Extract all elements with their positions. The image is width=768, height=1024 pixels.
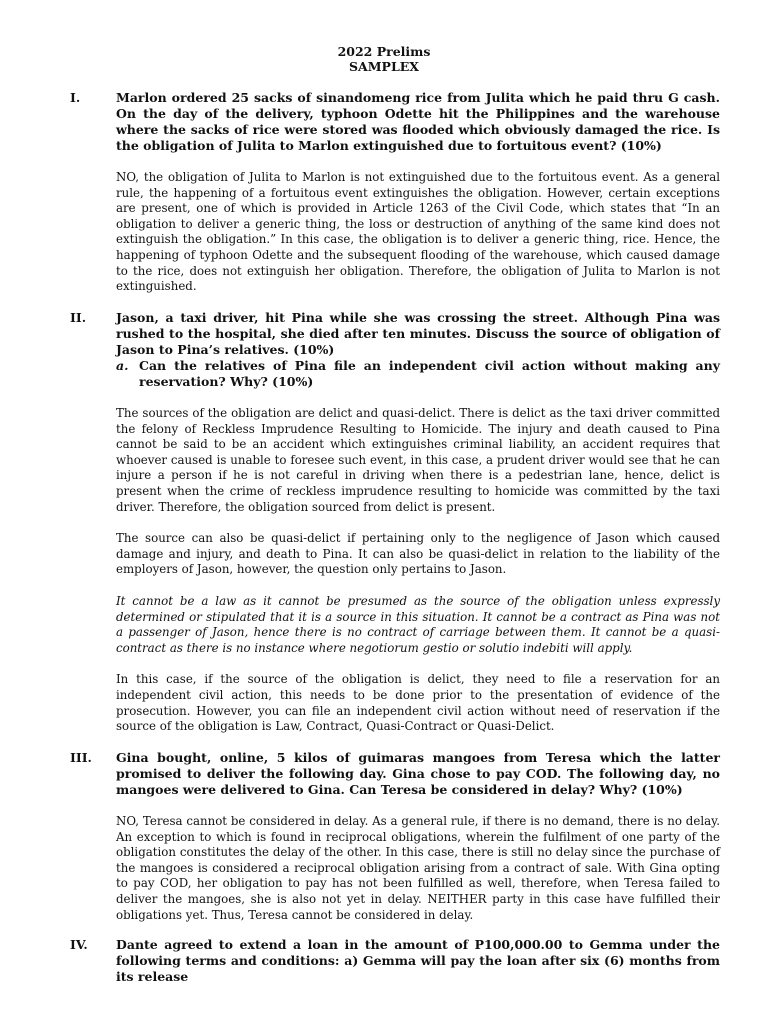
question-number: III. [70, 750, 92, 765]
question-block-3 [70, 750, 720, 923]
answer-paragraph: NO, Teresa cannot be considered in delay. As a general rule, if there is no demand, there is no delay. An exception to which is found in reciprocal obligations, wherein the fulfilment of one party of the obligation constitutes the delay of the other. In this case, there is still no delay since the purchase of the mangoes is considered a reciprocal obligation arising from a contract of sale. With Gina opting to pay COD, her obligation to pay has not been fulfilled as well, therefore, when Teresa failed to deliver the mangoes, she is also not yet in delay. NEITHER party in this case have fulfilled their obligations yet. Thus, Teresa cannot be considered in delay. [116, 814, 720, 922]
question-text: Marlon ordered 25 sacks of sinandomeng rice from Julita which he paid thru G cash. On the day of the delivery, typhoon Odette hit the Philippines and the warehouse where the sacks of rice were stored was flooded which obviously damaged the rice. Is the obligation of Julita to Marlon extinguished due to fortuitous event? (10%) [116, 90, 720, 153]
sub-question-label: a. [116, 358, 129, 373]
sub-question [116, 358, 720, 390]
question-block-1 [70, 90, 720, 295]
answer-paragraph: The sources of the obligation are delict and quasi-delict. There is delict as the taxi driver committed the felony of Reckless Imprudence Resulting to Homicide. The injury and death caused to Pina cannot be said to be an accident which extinguishes criminal liability, an accident requires that whoever caused is unable to foresee such event, in this case, a prudent driver would see that he can injure a person if he is not careful in driving when there is a pedestrian lane, hence, delict is present when the crime of reckless imprudence resulting to homicide was committed by the taxi driver. Therefore, the obligation sourced from delict is present. [116, 406, 720, 514]
document-header [0, 44, 768, 74]
answer-paragraph: NO, the obligation of Julita to Marlon is not extinguished due to the fortuitous event. As a general rule, the happening of a fortuitous event extinguishes the obligation. However, certain exceptions are present, one of which is provided in Article 1263 of the Civil Code, which states that “In an obligation to deliver a generic thing, the loss or destruction of anything of the same kind does not extinguish the obligation.” In this case, the obligation is to deliver a generic thing, rice. Hence, the happening of typhoon Odette and the subsequent flooding of the warehouse, which caused damage to the rice, does not extinguish her obligation. Therefore, the obligation of Julita to Marlon is not extinguished. [116, 170, 720, 294]
answer-paragraph: The source can also be quasi-delict if pertaining only to the negligence of Jason which caused damage and injury, and death to Pina. It can also be quasi-delict in relation to the liability of the employers of Jason, however, the question only pertains to Jason. [116, 531, 720, 577]
question-text: Gina bought, online, 5 kilos of guimaras mangoes from Teresa which the latter promised to deliver the following day. Gina chose to pay COD. The following day, no mangoes were delivered to Gina. Can Teresa be considered in delay? Why? (10%) [116, 750, 720, 797]
question-text: Dante agreed to extend a loan in the amount of P100,000.00 to Gemma under the following terms and conditions: a) Gemma will pay the loan after six (6) months from its release [116, 937, 720, 984]
question-number: II. [70, 310, 87, 325]
answer-paragraph: In this case, if the source of the obligation is delict, they need to file a reservation for an independent civil action, this needs to be done prior to the presentation of evidence of the prosecution. However, you can file an independent civil action without need of reservation if the source of the obligation is Law, Contract, Quasi-Contract or Quasi-Delict. [116, 672, 720, 734]
exam-title: 2022 Prelims [337, 44, 431, 59]
question-block-2 [70, 310, 720, 735]
exam-subtitle: SAMPLEX [349, 59, 419, 74]
sub-question-text: Can the relatives of Pina file an independent civil action without making any reservation? Why? (10%) [139, 358, 720, 389]
question-number: IV. [70, 937, 88, 952]
question-text: Jason, a taxi driver, hit Pina while she was crossing the street. Although Pina was rushed to the hospital, she died after ten minutes. Discuss the source of obligation of Jason to Pina’s relatives. (10%) [116, 310, 720, 357]
question-number: I. [70, 90, 81, 105]
question-block-4 [70, 937, 720, 985]
answer-paragraph-italic: It cannot be a law as it cannot be presumed as the source of the obligation unless expressly determined or stipulated that it is a source in this situation. It cannot be a contract as Pina was not a passenger of Jason, hence there is no contract of carriage between them. It cannot be a quasi-contract as there is no instance where negotiorum gestio or solutio indebiti will apply. [116, 593, 720, 655]
